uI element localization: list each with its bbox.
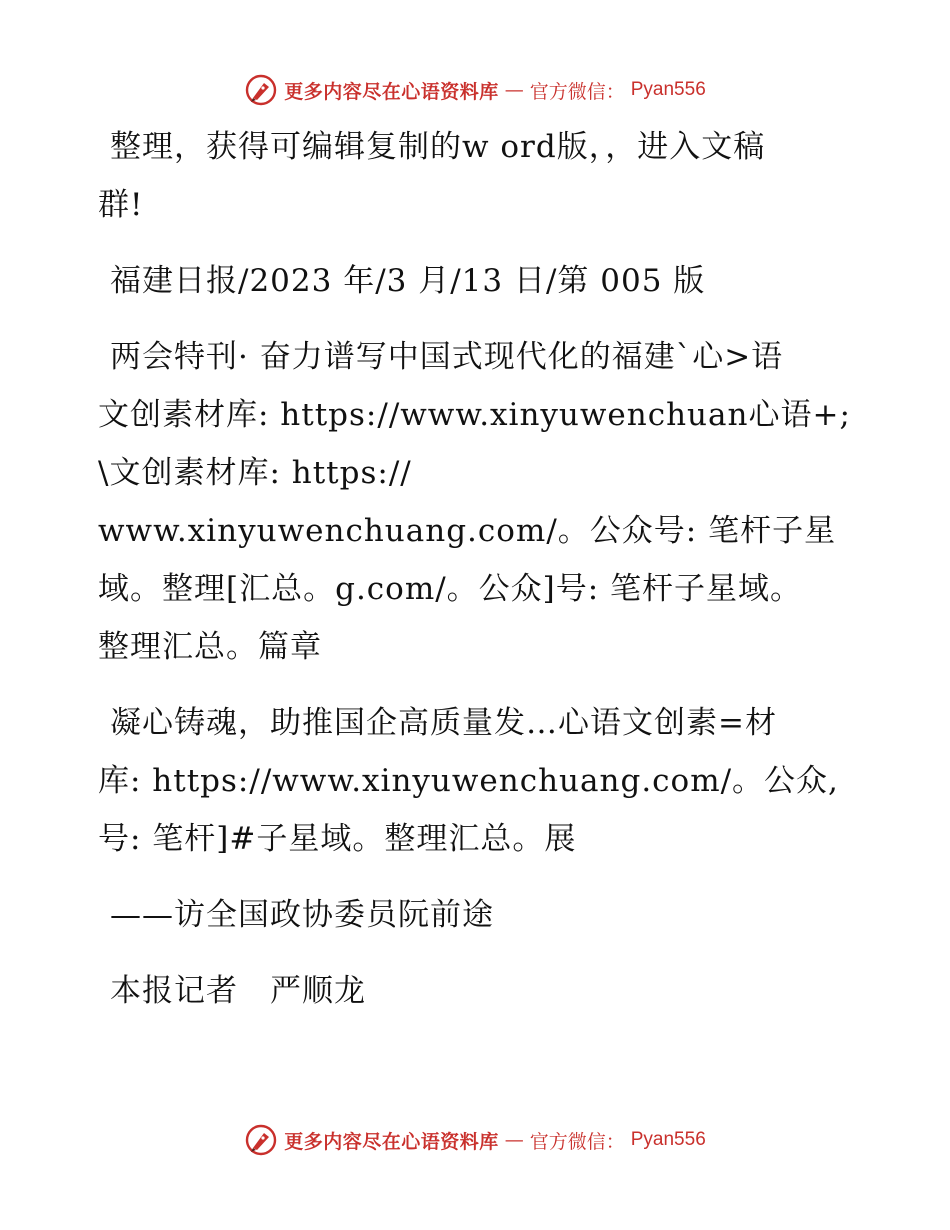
text-line: 整理，获得可编辑复制的w ord版，，进入文稿 (110, 129, 766, 165)
footer-banner (0, 1120, 950, 1160)
text-line: 域。整理[汇总。g.com/。公众]号: 笔杆子星域。 (98, 571, 803, 607)
text-line: 福建日报/2023 年/3 月/13 日/第 005 版 (110, 263, 706, 299)
paragraph-subheadline (98, 694, 858, 868)
banner-wechat-label: 官方微信： (529, 1130, 625, 1153)
text-line: 群! (98, 187, 144, 223)
text-line: 整理汇总。篇章 (98, 629, 322, 665)
paragraph-byline (98, 962, 858, 1020)
banner-separator: — (504, 1129, 524, 1151)
text-line: 库: https://www.xinyuwenchuang.com/。公众, (98, 763, 839, 799)
pen-nib-logo-icon (244, 1123, 278, 1157)
banner-title: 更多内容尽在心语资料库 (284, 80, 499, 103)
header-banner (0, 70, 950, 110)
paragraph-interview (98, 886, 858, 944)
banner-title: 更多内容尽在心语资料库 (284, 1130, 499, 1153)
text-line: \文创素材库: https:// (98, 455, 412, 491)
paragraph-headline (98, 328, 858, 676)
paragraph-intro (98, 118, 858, 234)
text-line: ——访全国政协委员阮前途 (110, 897, 494, 933)
banner-separator: — (504, 79, 524, 101)
text-line: 两会特刊· 奋力谱写中国式现代化的福建`心>语 (110, 339, 784, 375)
text-line: 本报记者 严顺龙 (110, 973, 366, 1009)
text-line: 凝心铸魂，助推国企高质量发…心语文创素=材 (110, 705, 777, 741)
banner-wechat-id: Pyan556 (630, 79, 706, 100)
banner-wechat-id: Pyan556 (630, 1129, 706, 1150)
article-body (98, 118, 858, 1038)
pen-nib-logo-icon (244, 73, 278, 107)
paragraph-source (98, 252, 858, 310)
text-line: 文创素材库: https://www.xinyuwenchuan心语+; (98, 397, 851, 433)
banner-wechat-label: 官方微信： (529, 80, 625, 103)
text-line: 号: 笔杆]#子星域。整理汇总。展 (98, 821, 577, 857)
text-line: www.xinyuwenchuang.com/。公众号: 笔杆子星 (98, 513, 837, 549)
